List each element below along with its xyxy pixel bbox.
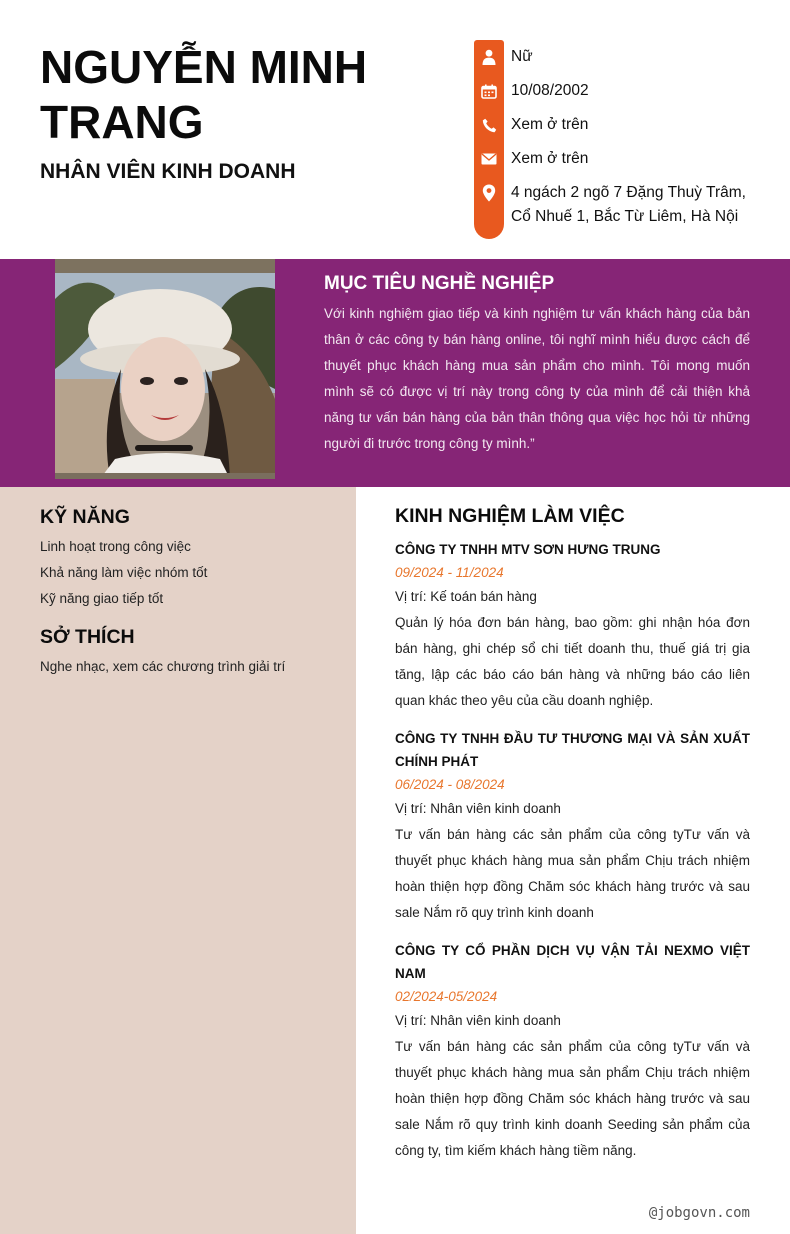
experience-entry — [395, 727, 750, 926]
contact-email-text: Xem ở trên — [511, 150, 589, 167]
job-description: Tư vấn bán hàng các sản phẩm của công tyTư vấn và thuyết phục khách hàng mua sản phẩm Chịu trách nhiệm hoàn thiện hợp đồng Chăm sóc khách hàng trước và sau sale Nắm rõ quy trình kinh doanh Seeding sản phẩm của công ty, tìm kiếm khách hàng tiềm năng. — [395, 1039, 750, 1158]
job-title: NHÂN VIÊN KINH DOANH — [40, 160, 296, 183]
phone-icon — [474, 113, 504, 137]
experience-title: KINH NGHIỆM LÀM VIỆC — [395, 505, 625, 527]
calendar-icon — [474, 79, 504, 103]
envelope-icon — [474, 147, 504, 171]
hobbies-text: Nghe nhạc, xem các chương trình giải trí — [40, 659, 286, 674]
company-name: CÔNG TY TNHH ĐẦU TƯ THƯƠNG MẠI VÀ SẢN XUẤT CHÍNH PHÁT — [395, 731, 750, 769]
objective-title: MỤC TIÊU NGHỀ NGHIỆP — [324, 273, 555, 294]
profile-photo — [55, 259, 275, 479]
contact-birthdate-text: 10/08/2002 — [511, 82, 589, 99]
skill-item: Khả năng làm việc nhóm tốt — [40, 565, 208, 580]
experience-entry — [395, 538, 750, 714]
hobbies-title: SỞ THÍCH — [40, 626, 135, 648]
company-name: CÔNG TY TNHH MTV SƠN HƯNG TRUNG — [395, 542, 661, 557]
job-description: Quản lý hóa đơn bán hàng, bao gồm: ghi nhận hóa đơn bán hàng, ghi chép sổ chi tiết doanh thu, thuế giá trị gia tăng, lập các báo cáo bán hàng và những báo cáo liên quan khác theo yêu của cầu doanh nghiệp. — [395, 615, 750, 708]
experience-entry — [395, 939, 750, 1164]
skills-list — [40, 534, 207, 612]
contact-address — [474, 181, 764, 229]
footer-watermark: @jobgovn.com — [648, 1205, 750, 1221]
contact-birthdate — [474, 79, 764, 103]
job-position: Vị trí: Nhân viên kinh doanh — [395, 1013, 561, 1028]
contact-phone-text: Xem ở trên — [511, 116, 589, 133]
skills-title: KỸ NĂNG — [40, 506, 130, 528]
job-position: Vị trí: Kế toán bán hàng — [395, 589, 537, 604]
person-icon — [474, 45, 504, 69]
skill-item: Kỹ năng giao tiếp tốt — [40, 591, 164, 606]
contact-gender-text: Nữ — [511, 48, 533, 65]
job-position: Vị trí: Nhân viên kinh doanh — [395, 801, 561, 816]
experience-section — [395, 505, 750, 1164]
contact-phone — [474, 113, 764, 137]
employment-date: 09/2024 - 11/2024 — [395, 565, 504, 580]
job-description: Tư vấn bán hàng các sản phẩm của công tyTư vấn và thuyết phục khách hàng mua sản phẩm Chịu trách nhiệm hoàn thiện hợp đồng Chăm sóc khách hàng trước và sau sale Nắm rõ quy trình kinh doanh — [395, 827, 750, 920]
left-column — [0, 487, 356, 1234]
contact-address-text: 4 ngách 2 ngõ 7 Đặng Thuỳ Trâm, Cổ Nhuế 1, Bắc Từ Liêm, Hà Nội — [511, 184, 746, 225]
candidate-name: NGUYỄN MINH TRANG — [40, 41, 368, 148]
employment-date: 06/2024 - 08/2024 — [395, 777, 505, 792]
company-name: CÔNG TY CỔ PHẦN DỊCH VỤ VẬN TẢI NEXMO VIỆT NAM — [395, 943, 750, 981]
contact-gender — [474, 45, 764, 69]
location-pin-icon — [474, 181, 504, 205]
skill-item: Linh hoạt trong công việc — [40, 539, 191, 554]
contact-email — [474, 147, 764, 171]
employment-date: 02/2024-05/2024 — [395, 989, 498, 1004]
objective-text: Với kinh nghiệm giao tiếp và kinh nghiệm tư vấn khách hàng của bản thân ở các công ty bán hàng online, tôi nghĩ mình hiểu được cách để thuyết phục khách hàng mua sản phẩm cho mình. Tôi mong muốn mình sẽ có được vị trí này trong công ty của mình để cải thiện khả năng tư vấn bán hàng của bản thân thông qua việc học hỏi từ những người đi trước trong công ty mình.” — [324, 306, 750, 451]
